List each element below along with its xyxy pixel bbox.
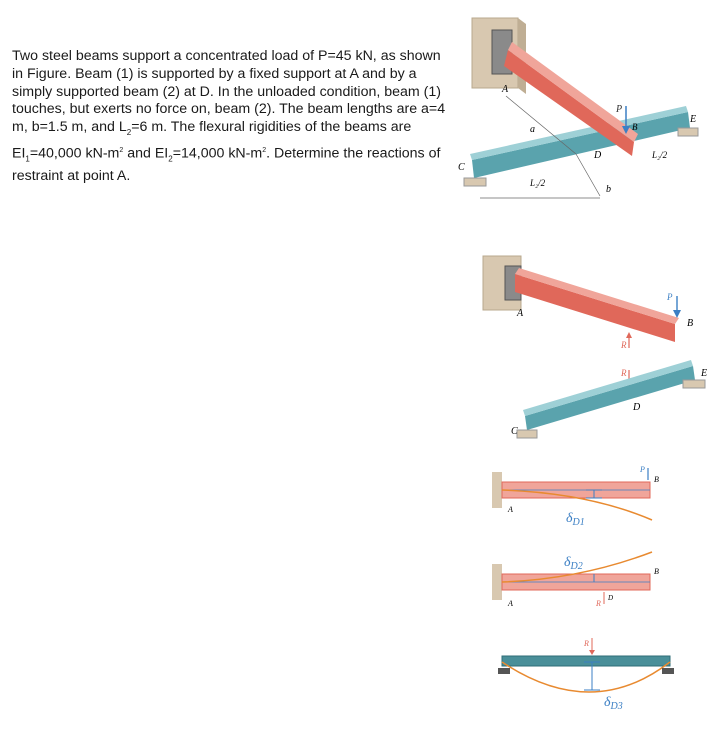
delta-sub-d3: D3	[610, 701, 623, 712]
label-b-2: B	[687, 318, 694, 329]
label-delta-d3	[604, 695, 623, 712]
label-d-4: D	[608, 594, 614, 602]
wall-4	[492, 564, 502, 600]
label-r-lower: R	[621, 368, 627, 378]
label-delta-d1	[566, 511, 585, 528]
label-r-4: R	[596, 599, 601, 608]
support-c	[464, 178, 486, 186]
label-a-4: A	[508, 599, 513, 608]
figure-delta-d1	[490, 462, 670, 532]
label-l2-left: L₂/2	[530, 178, 546, 188]
support-right-5	[662, 668, 674, 674]
label-r-5: R	[584, 639, 589, 648]
label-e-2: E	[701, 368, 708, 379]
label-a-3: A	[508, 505, 513, 514]
delta-symbol-d2: δ	[564, 555, 571, 570]
label-p-2: P	[667, 292, 673, 302]
label-b-point: B	[632, 122, 638, 132]
problem-text: Two steel beams support a concentrated load of P=45 kN, as shown in Figure. Beam (1) is supported by a fixed support at A and by a simply supported beam (2) at D. In the unloaded condition, beam (1) touches, but exerts no force on, beam (2). The beam lengths are a=4 m, b=1.5 m, and $L_2=6$ m. The flexural rigidities of the beams are $EI_1=40,000$ $kN-m^2$ and $EI_2=14,000$ $kN-m^2$. Determine the reactions of restraint at point A.	[12, 48, 446, 185]
wall-3	[492, 472, 502, 508]
label-c-point: C	[458, 162, 465, 173]
label-b-3: B	[654, 475, 659, 484]
support-left-5	[498, 668, 510, 674]
label-a-2: A	[517, 308, 524, 319]
beam2-fbd	[525, 366, 695, 430]
beam1-top	[508, 42, 638, 142]
delta-sub-d2: D2	[570, 561, 583, 572]
figure-free-body	[475, 248, 710, 448]
figure-delta-d3	[498, 632, 678, 714]
label-r-upper: R	[621, 340, 627, 350]
label-e-point: E	[690, 114, 697, 125]
beam1-fbd	[515, 274, 675, 342]
figure-delta-d2	[490, 548, 670, 612]
label-c-2: C	[511, 426, 518, 437]
reaction-up-head	[626, 332, 632, 338]
delta-symbol-d1: δ	[566, 511, 573, 526]
label-p-3: P	[640, 465, 645, 474]
label-b-4: B	[654, 567, 659, 576]
label-l2-right: L₂/2	[652, 150, 668, 160]
beam2	[472, 112, 690, 178]
support-e-2	[683, 380, 705, 388]
label-b-dim: b	[606, 184, 611, 195]
support-c-2	[517, 430, 537, 438]
label-a-point: A	[502, 84, 509, 95]
label-a-dim: a	[530, 124, 535, 135]
delta-symbol-d3: δ	[604, 695, 611, 710]
support-e	[678, 128, 698, 136]
beam2-2d	[502, 656, 670, 666]
delta-sub-d1: D1	[572, 517, 585, 528]
figure-beams-3d	[450, 10, 705, 215]
label-d-2: D	[633, 402, 641, 413]
label-p: P	[616, 104, 623, 115]
reaction-down-5-head	[589, 650, 595, 655]
problem-statement	[12, 48, 452, 186]
label-delta-d2	[564, 555, 583, 572]
label-d-point: D	[594, 150, 602, 161]
